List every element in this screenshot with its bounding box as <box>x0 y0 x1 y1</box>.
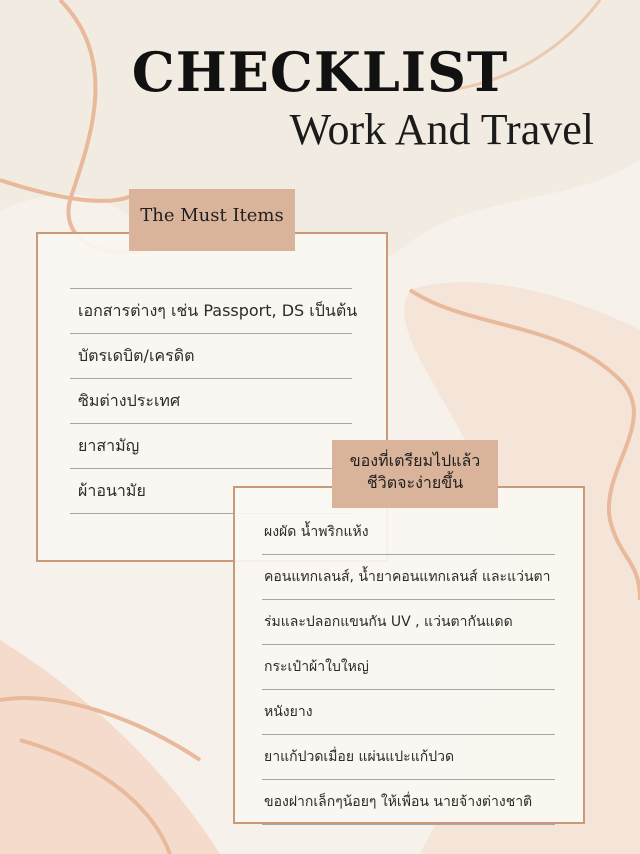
must-items-label: The Must Items <box>129 189 295 251</box>
page-title: CHECKLIST <box>131 40 509 104</box>
prepared-items-label-line2: ชีวิตจะง่ายขึ้น <box>366 473 464 492</box>
list-item: ร่มและปลอกแขนกัน UV , แว่นตากันแดด <box>262 600 555 645</box>
list-item: เอกสารต่างๆ เช่น Passport, DS เป็นต้น <box>70 289 352 334</box>
list-item: ผ้าอนามัย <box>70 469 352 514</box>
page-subtitle: Work And Travel <box>289 105 594 154</box>
list-item: ยาสามัญ <box>70 424 352 469</box>
list-item: บัตรเดบิต/เครดิต <box>70 334 352 379</box>
list-item: กระเป๋าผ้าใบใหญ่ <box>262 645 555 690</box>
list-item: หนังยาง <box>262 690 555 735</box>
list-item: ของฝากเล็กๆน้อยๆ ให้เพื่อน นายจ้างต่างชาติ <box>262 780 555 825</box>
list-item: ผงผัด น้ำพริกแห้ง <box>262 510 555 555</box>
prepared-items-list <box>262 510 555 825</box>
must-items-list <box>70 288 358 514</box>
list-item: ยาแก้ปวดเมื่อย แผ่นแปะแก้ปวด <box>262 735 555 780</box>
list-item: ซิมต่างประเทศ <box>70 379 352 424</box>
list-item: คอนแทกเลนส์, น้ำยาคอนแทกเลนส์ และแว่นตา <box>262 555 555 600</box>
prepared-items-label <box>332 440 498 508</box>
prepared-items-label-line1: ของที่เตรียมไปแล้ว <box>349 451 481 470</box>
